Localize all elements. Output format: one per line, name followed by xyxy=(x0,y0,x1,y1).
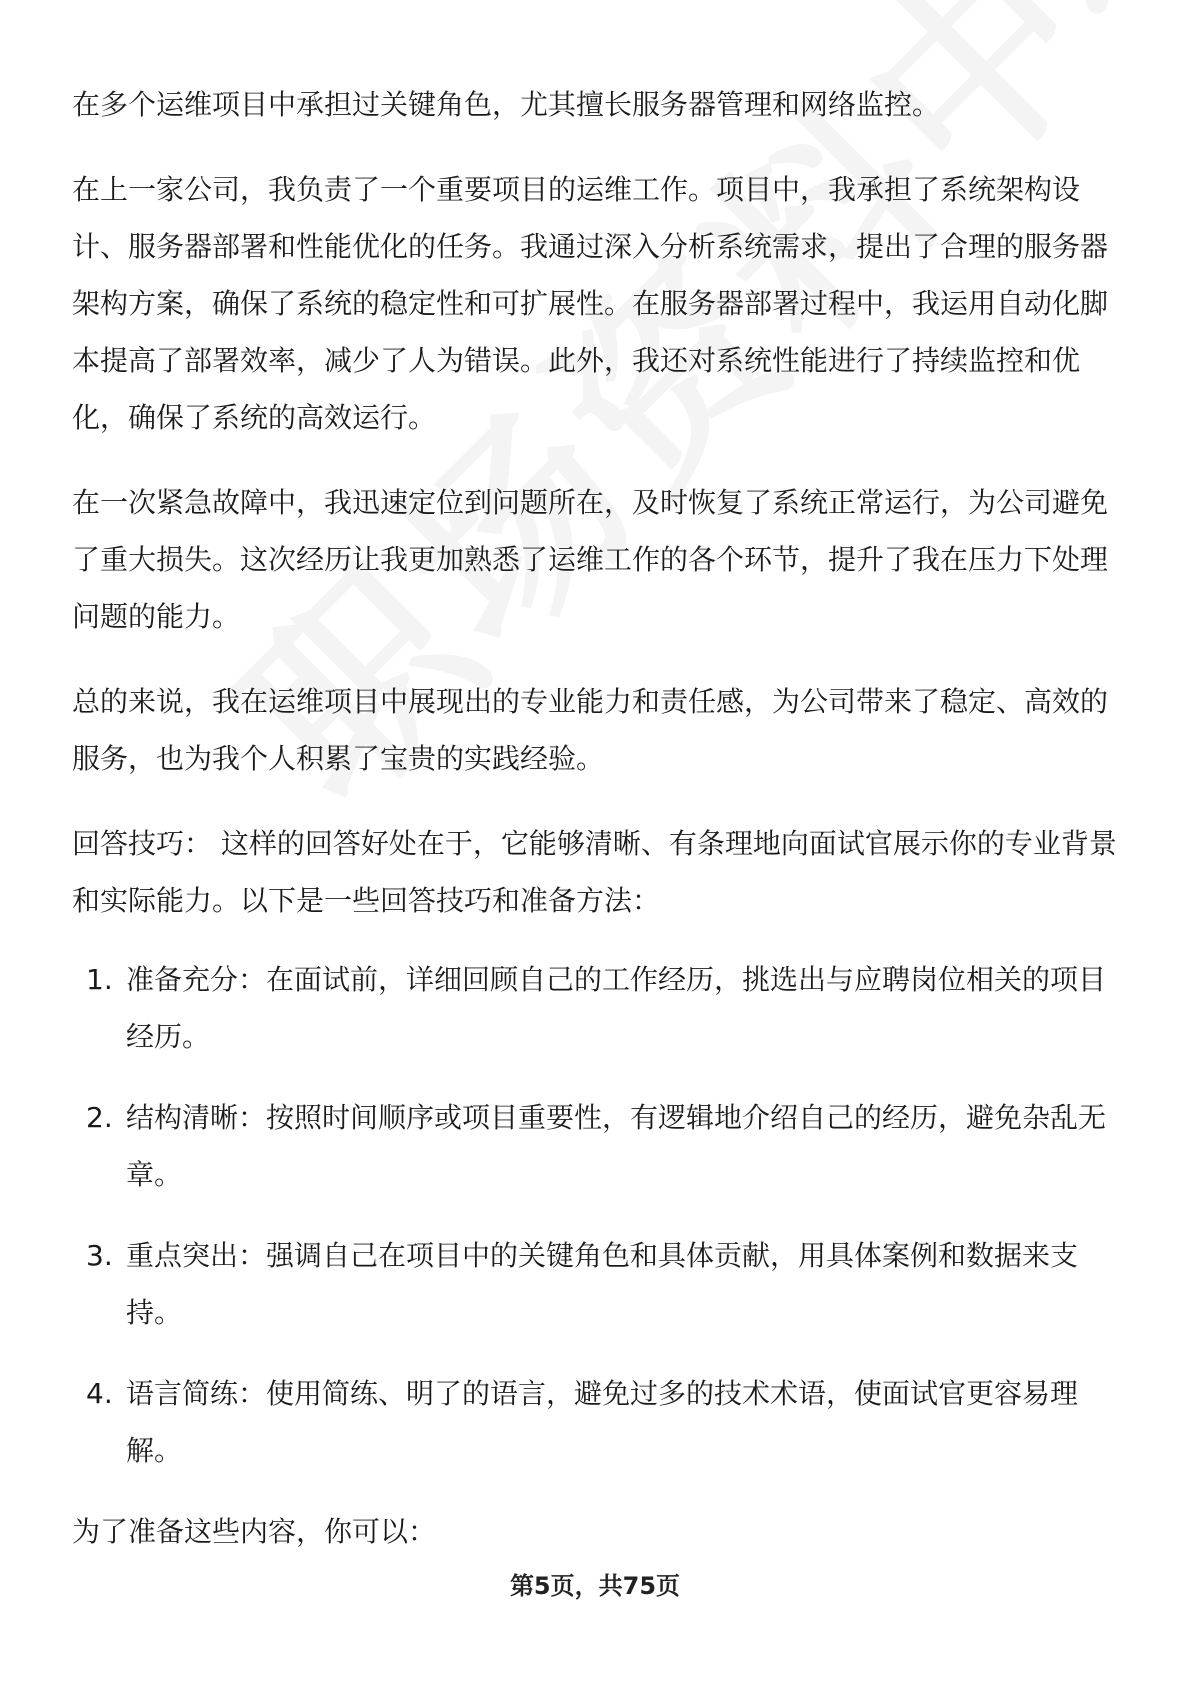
list-item xyxy=(72,1089,1118,1203)
list-text: 结构清晰：按照时间顺序或项目重要性，有逻辑地介绍自己的经历，避免杂乱无章。 xyxy=(126,1101,1107,1191)
list-item xyxy=(72,1227,1118,1341)
list-number: 2. xyxy=(86,1101,113,1134)
paragraph-1: 在多个运维项目中承担过关键角色，尤其擅长服务器管理和网络监控。 xyxy=(72,88,941,121)
tips-list xyxy=(72,951,1118,1479)
list-number: 4. xyxy=(86,1377,113,1410)
tips-intro: 回答技巧： 这样的回答好处在于，它能够清晰、有条理地向面试官展示你的专业背景和实际能力。以下是一些回答技巧和准备方法： xyxy=(72,827,1117,917)
list-text: 准备充分：在面试前，详细回顾自己的工作经历，挑选出与应聘岗位相关的项目经历。 xyxy=(126,963,1107,1053)
list-item xyxy=(72,1365,1118,1479)
closing-text: 为了准备这些内容，你可以： xyxy=(72,1515,437,1548)
paragraph-4: 总的来说，我在运维项目中展现出的专业能力和责任感，为公司带来了稳定、高效的服务，也为我个人积累了宝贵的实践经验。 xyxy=(72,685,1109,775)
list-number: 3. xyxy=(86,1239,113,1272)
paragraph-2: 在上一家公司，我负责了一个重要项目的运维工作。项目中，我承担了系统架构设计、服务器部署和性能优化的任务。我通过深入分析系统需求，提出了合理的服务器架构方案，确保了系统的稳定性和可扩展性。在服务器部署过程中，我运用自动化脚本提高了部署效率，减少了人为错误。此外，我还对系统性能进行了持续监控和优化，确保了系统的高效运行。 xyxy=(72,173,1109,434)
list-text: 重点突出：强调自己在项目中的关键角色和具体贡献，用具体案例和数据来支持。 xyxy=(126,1239,1079,1329)
list-item xyxy=(72,951,1118,1065)
document-body xyxy=(72,76,1118,1588)
list-number: 1. xyxy=(86,963,113,996)
page-number: 第5页，共75页 xyxy=(509,1572,681,1600)
list-text: 语言简练：使用简练、明了的语言，避免过多的技术术语，使面试官更容易理解。 xyxy=(126,1377,1079,1467)
paragraph-3: 在一次紧急故障中，我迅速定位到问题所在，及时恢复了系统正常运行，为公司避免了重大损失。这次经历让我更加熟悉了运维工作的各个环节，提升了我在压力下处理问题的能力。 xyxy=(72,486,1109,633)
